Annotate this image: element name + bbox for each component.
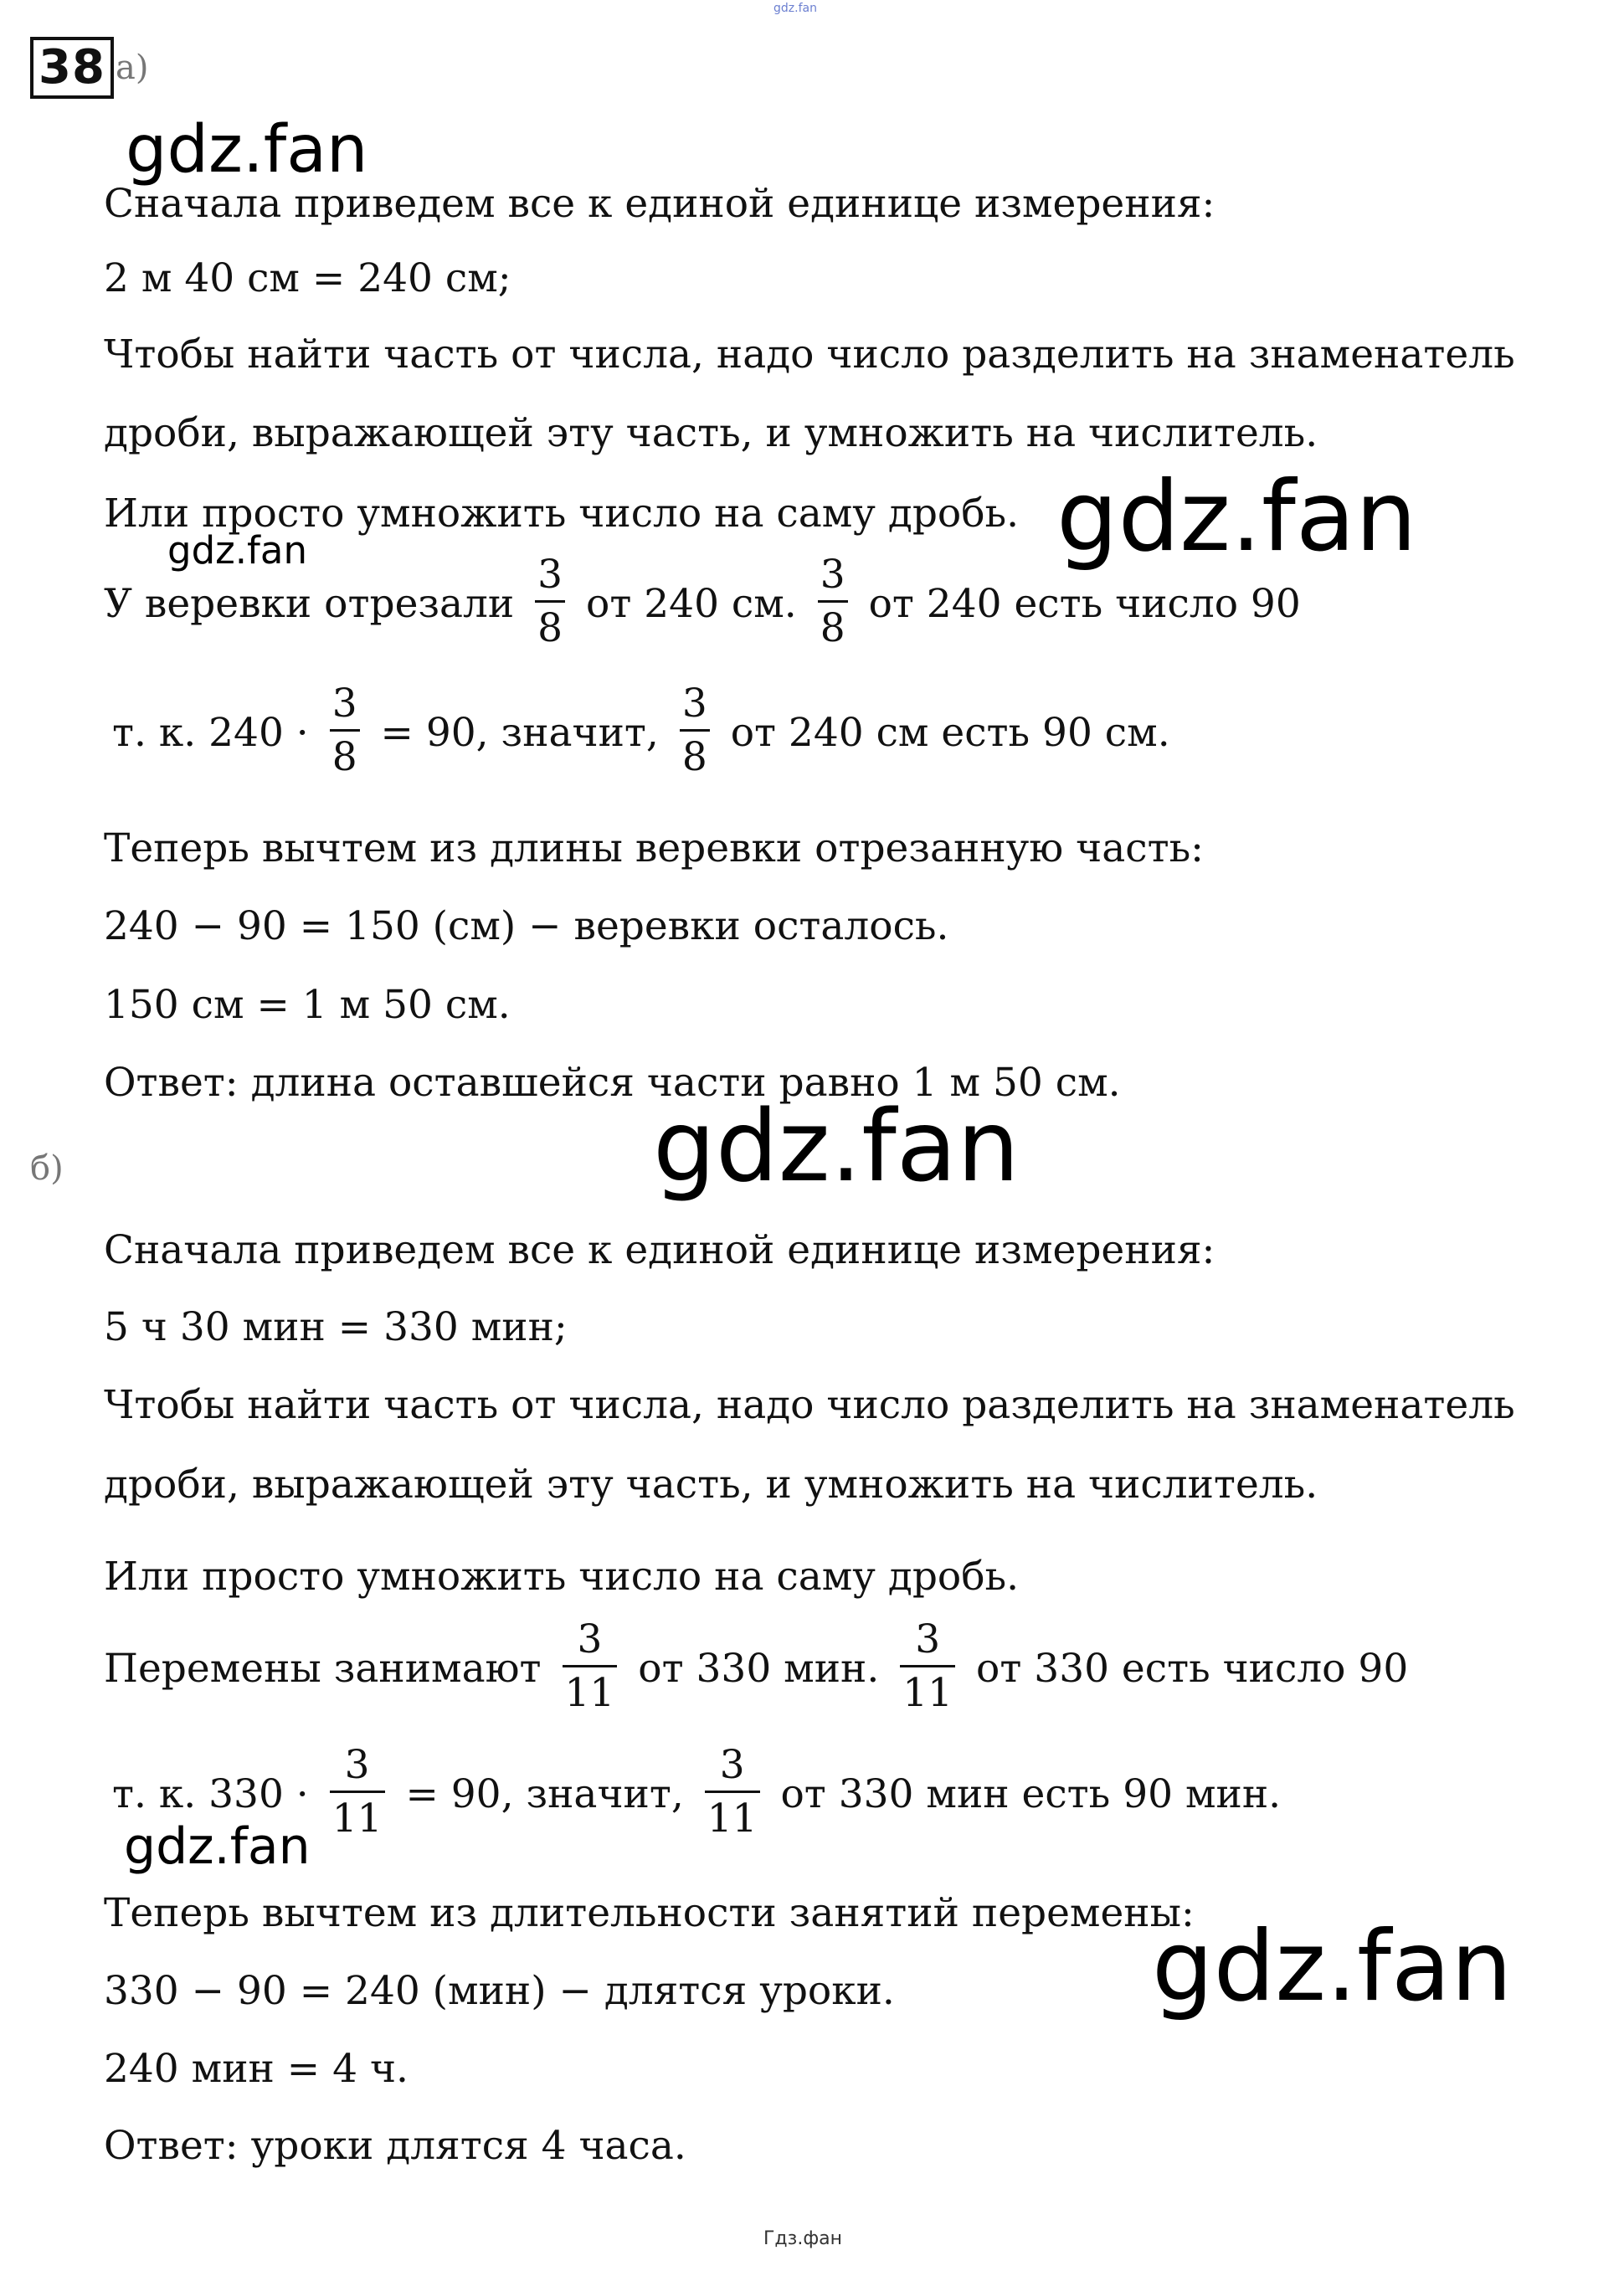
part-b-line-7: 330 − 90 = 240 (мин) − длятся уроки. — [104, 1968, 895, 2014]
part-a-line-2: 2 м 40 см = 240 см; — [104, 255, 511, 301]
part-a-line-6: Теперь вычтем из длины веревки отрезанную часть: — [104, 825, 1205, 871]
task-number: 38 — [30, 37, 114, 99]
text: от 330 мин. — [638, 1645, 880, 1692]
fraction-bar — [680, 729, 710, 732]
part-a-line-8: 150 см = 1 м 50 см. — [104, 982, 511, 1028]
fraction-denominator: 11 — [564, 1670, 615, 1717]
watermark: gdz.fan — [1152, 1910, 1513, 2023]
text: т. к. 330 · — [112, 1770, 309, 1817]
text: от 330 есть число 90 — [976, 1645, 1409, 1692]
fraction-bar — [330, 1791, 385, 1793]
text: У веревки отрезали — [104, 580, 515, 627]
fraction-denominator: 11 — [331, 1796, 383, 1842]
fraction-denominator: 8 — [820, 605, 845, 652]
fraction-bar — [705, 1791, 760, 1793]
part-b-fraction-line-1 — [104, 1616, 1409, 1719]
text: = 90, значит, — [405, 1770, 684, 1817]
fraction-bar — [563, 1665, 618, 1667]
watermark: gdz.fan — [1056, 460, 1417, 573]
part-a-label: а) — [116, 49, 149, 87]
fraction — [680, 681, 710, 781]
fraction-denominator: 8 — [537, 605, 563, 652]
text: от 240 см есть 90 см. — [730, 709, 1170, 756]
part-b-line-6: Теперь вычтем из длительности занятий перемены: — [104, 1890, 1195, 1936]
part-a-answer: Ответ: длина оставшейся части равно 1 м 50 см. — [104, 1060, 1121, 1106]
part-b-line-8: 240 мин = 4 ч. — [104, 2046, 409, 2092]
fraction-bar — [818, 600, 848, 603]
part-b-label: б) — [30, 1149, 64, 1188]
fraction-bar — [900, 1665, 955, 1667]
part-b-line-5: Или просто умножить число на саму дробь. — [104, 1554, 1020, 1600]
fraction-numerator: 3 — [719, 1742, 745, 1788]
fraction — [818, 554, 848, 650]
fraction — [705, 1744, 760, 1840]
text: = 90, значит, — [380, 709, 659, 756]
fraction-numerator: 3 — [681, 681, 707, 727]
fraction-denominator: 11 — [902, 1670, 953, 1717]
fraction-bar — [535, 600, 565, 603]
text: Перемены занимают — [104, 1645, 542, 1692]
part-a-line-1: Сначала приведем все к единой единице измерения: — [104, 181, 1215, 227]
watermark: gdz.fan — [653, 1088, 1020, 1204]
part-a-fraction-line-2 — [112, 681, 1170, 784]
fraction-bar — [330, 729, 360, 732]
fraction — [900, 1616, 955, 1717]
fraction-denominator: 8 — [681, 734, 707, 781]
footer-watermark: Гдз.фан — [763, 2228, 842, 2249]
fraction-numerator: 3 — [537, 552, 563, 598]
watermark: gdz.fan — [124, 1817, 311, 1876]
part-a-line-3: Чтобы найти часть от числа, надо число разделить на знаменатель — [104, 331, 1515, 378]
text: от 330 мин есть 90 мин. — [780, 1770, 1282, 1817]
watermark: gdz.fan — [167, 528, 307, 573]
part-a-fraction-line-1 — [104, 552, 1301, 655]
part-b-line-3: Чтобы найти часть от числа, надо число разделить на знаменатель — [104, 1382, 1515, 1428]
fraction-denominator: 8 — [331, 734, 357, 781]
fraction — [330, 1744, 385, 1840]
watermark: gdz.fan — [126, 112, 368, 188]
part-b-line-4: дроби, выражающей эту часть, и умножить на числитель. — [104, 1462, 1318, 1508]
part-a-line-7: 240 − 90 = 150 (см) − веревки осталось. — [104, 903, 949, 949]
part-b-answer: Ответ: уроки длятся 4 часа. — [104, 2123, 686, 2169]
text: т. к. 240 · — [112, 709, 309, 756]
fraction-denominator: 11 — [707, 1796, 758, 1842]
part-b-line-1: Сначала приведем все к единой единице измерения: — [104, 1227, 1215, 1273]
fraction-numerator: 3 — [820, 552, 845, 598]
fraction-numerator: 3 — [331, 681, 357, 727]
part-b-line-2: 5 ч 30 мин = 330 мин; — [104, 1304, 568, 1350]
text: от 240 есть число 90 — [868, 580, 1301, 627]
fraction — [535, 554, 565, 650]
fraction-numerator: 3 — [344, 1742, 370, 1788]
fraction-numerator: 3 — [915, 1616, 941, 1662]
text: от 240 см. — [586, 580, 797, 627]
fraction-numerator: 3 — [577, 1616, 603, 1662]
tiny-watermark-top: gdz.fan — [773, 2, 817, 15]
part-a-line-4: дроби, выражающей эту часть, и умножить на числитель. — [104, 410, 1318, 456]
fraction — [330, 681, 360, 781]
part-a-line-5: Или просто умножить число на саму дробь. — [104, 491, 1020, 537]
fraction — [563, 1616, 618, 1717]
